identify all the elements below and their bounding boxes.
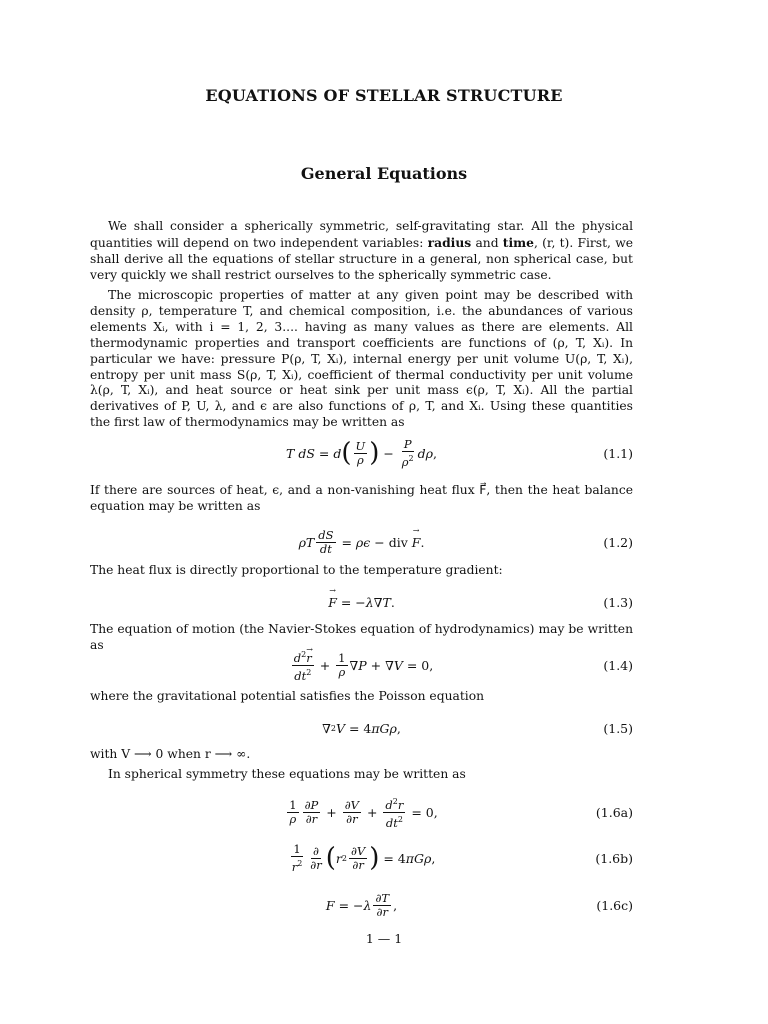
paragraph-intro	[90, 219, 633, 284]
equation-number-1-4: (1.4)	[603, 657, 633, 673]
paragraph-heat-flux: The heat flux is directly proportional to the temperature gradient:	[90, 563, 503, 577]
equation-1-1-row	[90, 433, 633, 473]
equation-1-4: $\frac{d^2\to r}{dt^2}$ + $\frac{1}{\rho}$ ∇ P + ∇ V = 0,	[90, 645, 633, 685]
equation-1-3-row	[90, 587, 633, 617]
equation-1-4-row	[90, 645, 633, 685]
page-number: 1 — 1	[365, 931, 403, 946]
equation-1-6b-row	[90, 838, 633, 878]
paragraph-spherical: In spherical symmetry these equations may be written as	[108, 767, 466, 781]
equation-number-1-6c: (1.6c)	[596, 897, 633, 913]
equation-number-1-1: (1.1)	[603, 445, 633, 461]
equation-1-2-row	[90, 522, 633, 562]
equation-number-1-2: (1.2)	[603, 534, 633, 550]
equation-1-6c-row	[90, 885, 633, 925]
equation-1-6b: $\frac{1}{r^2}$ $\frac{\partial}{\partial r}$ ( r 2 $\frac{\partial V}{\partial r}$ ) = 4 πGρ ,	[291, 841, 436, 874]
section-heading: General Equations	[300, 164, 468, 183]
time-bold: time	[502, 234, 534, 250]
paragraph-intro-part2: , (r, t). First, we shall derive all the equations of stellar structure in a general, non spherical case, but very quickly we shall restrict ourselves to the spherically symmetric case.	[90, 235, 633, 282]
equation-1-5-row	[90, 713, 633, 743]
equation-1-2: ρT $\frac{dS}{dt}$ = ρϵ − div → F .	[90, 522, 633, 562]
paragraph-poisson: where the gravitational potential satisfies the Poisson equation	[90, 689, 485, 703]
equation-1-1: T dS = d ( $\frac{U}{\rho}$ ) − $\frac{P}{\rho^2}$ dρ ,	[286, 436, 437, 469]
document-title: EQUATIONS OF STELLAR STRUCTURE	[205, 86, 563, 105]
paragraph-intro-part1: We shall consider a spherically symmetric, self-gravitating star. All the physical quantities will depend on two independent variables:	[90, 219, 633, 250]
equation-1-6a-row	[90, 792, 633, 832]
equation-1-3: → F = − λ ∇ T .	[90, 587, 633, 617]
equation-1-5: ∇ 2 V = 4 πGρ ,	[322, 720, 401, 736]
radius-bold: radius	[427, 234, 472, 250]
equation-number-1-6b: (1.6b)	[595, 850, 633, 866]
paragraph-limit: with V ⟶ 0 when r ⟶ ∞.	[90, 747, 251, 761]
equation-1-6a: $\frac{1}{\rho}$ $\frac{\partial P}{\partial r}$ + $\frac{\partial V}{\partial r}$ + $\frac{d^2r}{dt^2}$ = 0,	[289, 796, 438, 830]
equation-number-1-5: (1.5)	[603, 720, 633, 736]
paragraph-intro-mid: and	[471, 235, 503, 250]
paragraph-properties: The microscopic properties of matter at any given point may be described with density ρ, temperature T, and chemical composition, i.e. the abundances of various elements Xᵢ, with i = 1, 2, 3.... having as many values as there are elements. All thermodynamic properties and transport coefficients are functions of (ρ, T, Xᵢ). In particular we have: pressure P(ρ, T, Xᵢ), internal energy per unit volume U(ρ, T, Xᵢ), entropy per unit mass S(ρ, T, Xᵢ), coefficient of thermal conductivity per unit volume λ(ρ, T, Xᵢ), and heat source or heat sink per unit mass ϵ(ρ, T, Xᵢ). All the partial derivatives of P, U, λ, and ϵ are also functions of ρ, T, and Xᵢ. Using these quantities the first law of thermodynamics may be written as	[90, 288, 633, 430]
paragraph-motion: The equation of motion (the Navier-Stokes equation of hydrodynamics) may be written as	[90, 622, 633, 652]
paragraph-heat-sources: If there are sources of heat, ϵ, and a non-vanishing heat flux F⃗, then the heat balance equation may be written as	[90, 483, 633, 513]
equation-number-1-3: (1.3)	[603, 594, 633, 610]
equation-1-6c: F = − λ $\frac{\partial T}{\partial r}$ ,	[325, 890, 398, 919]
equation-number-1-6a: (1.6a)	[595, 804, 633, 820]
